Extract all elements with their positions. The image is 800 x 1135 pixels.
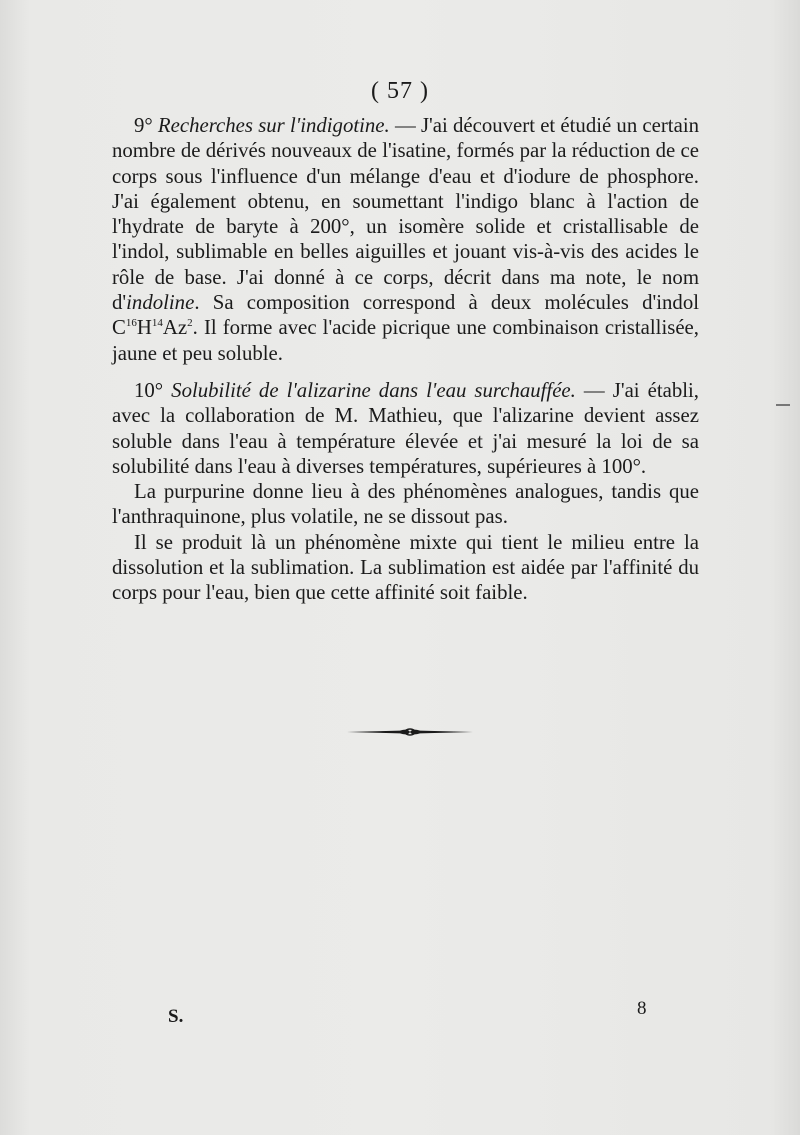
paragraph-10-text: — J'ai établi, avec la collaboration de M. Mathieu, que l'alizarine devient assez soluble dans l'eau à température élevée et j'ai mesuré la loi de sa solubilité dans l'eau à diverses températures, supérieures à 100°. — [112, 378, 700, 478]
paragraph-9-number: 9° — [134, 114, 153, 137]
signature-mark-left: S. — [168, 1006, 184, 1027]
paragraph-9-text-b: . Sa composition correspond à deux molécules d'indol C — [112, 291, 699, 340]
page-number: ( 57 ) — [371, 78, 429, 104]
paragraph-9-text-d: Az — [162, 316, 188, 340]
ornamental-rule — [345, 722, 475, 742]
paragraph-9-title: Recherches sur l'indigotine. — [157, 114, 390, 137]
indoline-term: indoline — [126, 291, 195, 315]
paragraph-10 — [112, 378, 699, 479]
paragraph-12: Il se produit là un phénomène mixte qui tient le milieu entre la dissolution et la sublimation. La sublimation est aidée par l'affinité du corps pour l'eau, bien que cette affinité soit faible. — [112, 530, 699, 605]
signature-mark-right: 8 — [637, 998, 647, 1019]
paragraph-10-number: 10° — [134, 378, 164, 402]
body-text — [112, 113, 699, 606]
paragraph-11: La purpurine donne lieu à des phénomènes analogues, tandis que l'anthraquinone, plus volatile, ne se dissout pas. — [112, 480, 699, 529]
paragraph-9-text-c: H — [136, 316, 152, 340]
paragraph-9-text-e: . Il forme avec l'acide picrique une combinaison cristallisée, jaune et peu soluble. — [112, 316, 699, 365]
formula-sup-1: 16 — [125, 317, 137, 330]
paragraph-9 — [112, 113, 699, 366]
formula-sup-3: 2 — [187, 317, 193, 330]
paragraph-10-title: Solubilité de l'alizarine dans l'eau surchauffée. — [171, 378, 576, 402]
paragraph-9-text-a: — J'ai découvert et étudié un certain nombre de dérivés nouveaux de l'isatine, formés par la réduction de ce corps sous l'influence d'un mélange d'eau et d'iodure de phosphore. J'ai également obtenu, en soumettant l'indigo blanc à l'action de l'hydrate de baryte à 200°, un isomère solide et cristallisable de l'indol, sublimable en belles aiguilles et jouant vis-à-vis des acides le rôle de base. J'ai donné à ce corps, décrit dans ma note, le nom d' — [112, 114, 699, 315]
margin-mark — [776, 404, 790, 406]
formula-sup-2: 14 — [151, 317, 163, 330]
